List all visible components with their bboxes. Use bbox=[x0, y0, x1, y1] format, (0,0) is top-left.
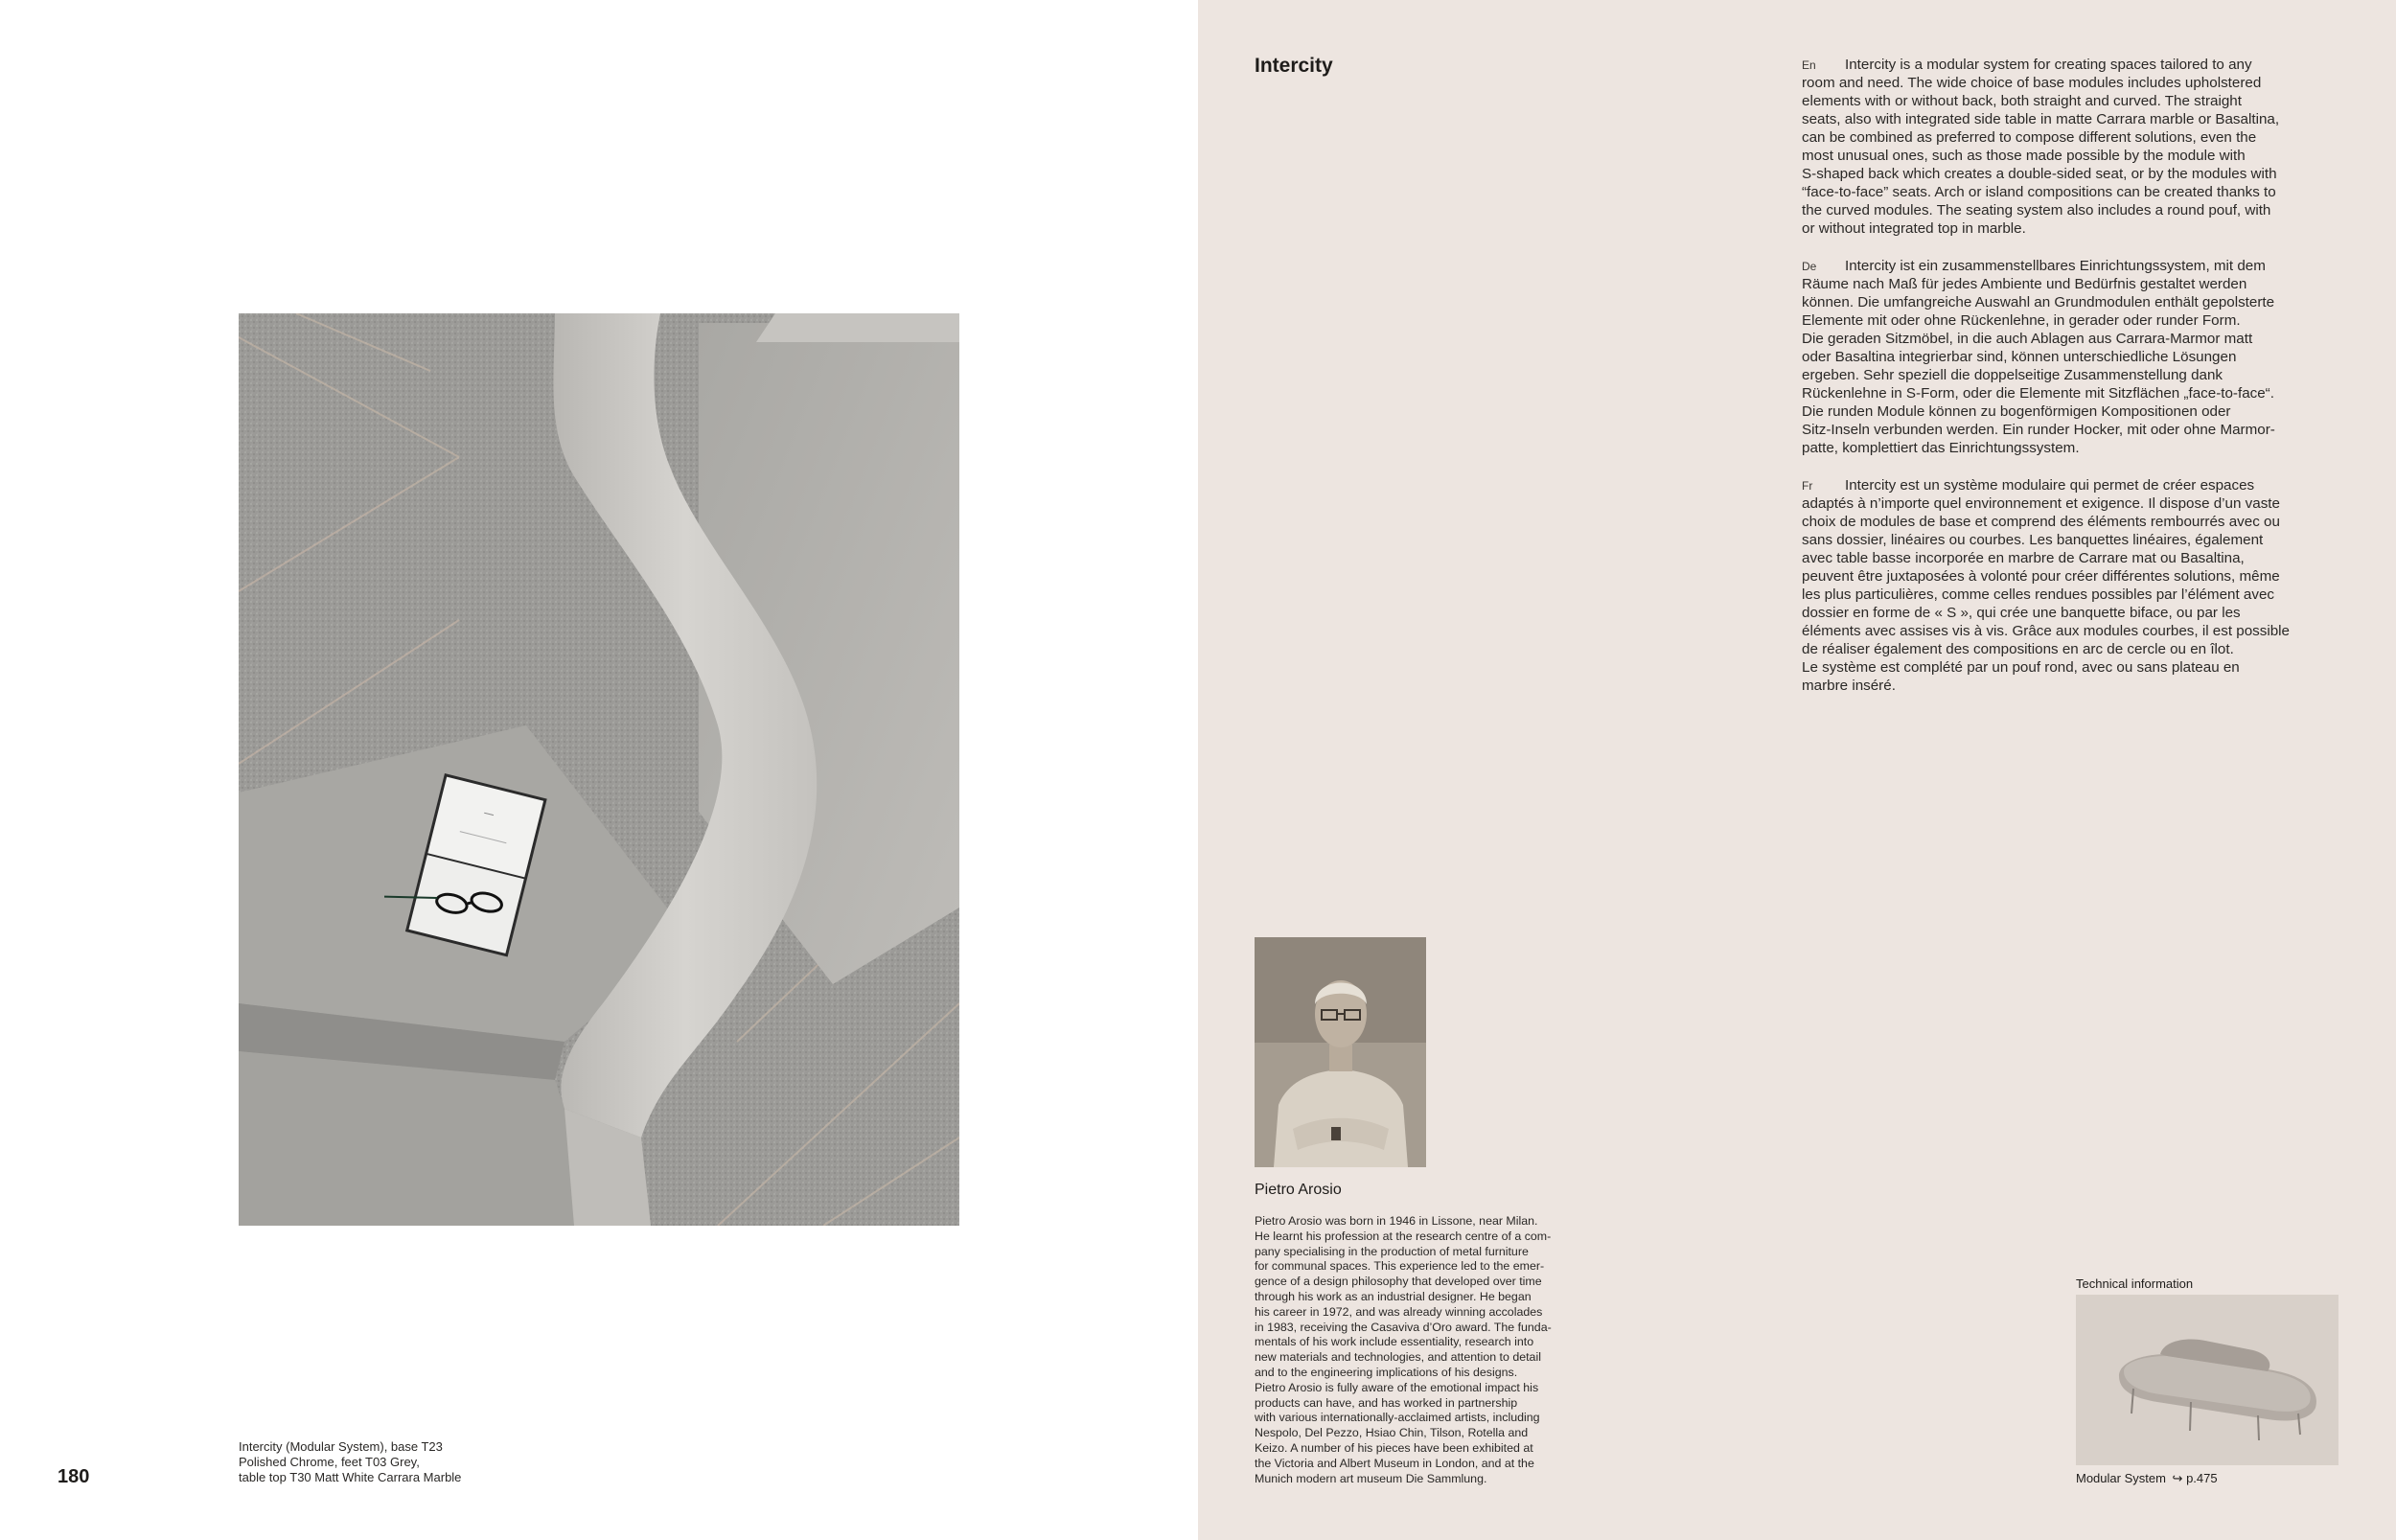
bio-line: for communal spaces. This experience led to the emer- bbox=[1255, 1259, 1545, 1274]
bio-line: Pietro Arosio was born in 1946 in Lissone, near Milan. bbox=[1255, 1214, 1538, 1228]
text-line: most unusual ones, such as those made possible by the module with bbox=[1802, 148, 2246, 164]
page-title: Intercity bbox=[1255, 55, 1333, 77]
text-line: Elemente mit oder ohne Rückenlehne, in gerader oder runder Form. bbox=[1802, 312, 2241, 329]
text-line: sans dossier, linéaires ou courbes. Les banquettes linéaires, également bbox=[1802, 532, 2264, 548]
text-line: éléments avec assises vis à vis. Grâce aux modules courbes, il est possible bbox=[1802, 623, 2291, 639]
text-line: Die geraden Sitzmöbel, in die auch Ablagen aus Carrara-Marmor matt bbox=[1802, 331, 2253, 347]
text-line: ergeben. Sehr speziell die doppelseitige Zusammenstellung dank bbox=[1802, 367, 2223, 383]
text-line: les plus particulières, comme celles rendues possibles par l’élément avec bbox=[1802, 586, 2274, 603]
text-line: “face-to-face” seats. Arch or island compositions can be created thanks to bbox=[1802, 184, 2276, 200]
text-line: elements with or without back, both straight and curved. The straight bbox=[1802, 93, 2242, 109]
description-en bbox=[1802, 56, 2348, 238]
text-line: peuvent être juxtaposées à volonté pour créer différentes solutions, même bbox=[1802, 568, 2280, 585]
text-line: or without integrated top in marble. bbox=[1802, 220, 2026, 237]
text-line: Räume nach Maß für jedes Ambiente und Bedürfnis gestaltet werden bbox=[1802, 276, 2247, 292]
bio-line: his career in 1972, and was already winning accolades bbox=[1255, 1304, 1543, 1319]
description-column bbox=[1802, 56, 2348, 714]
caption-line: table top T30 Matt White Carrara Marble bbox=[239, 1470, 462, 1484]
page-number: 180 bbox=[58, 1466, 90, 1487]
caption-line: Polished Chrome, feet T03 Grey, bbox=[239, 1455, 420, 1469]
text-line: Intercity ist ein zusammenstellbares Einrichtungssystem, mit dem bbox=[1845, 258, 2266, 274]
text-line: seats, also with integrated side table in matte Carrara marble or Basaltina, bbox=[1802, 111, 2280, 127]
description-de bbox=[1802, 257, 2348, 457]
bio-line: products can have, and has worked in partnership bbox=[1255, 1395, 1518, 1410]
designer-bio bbox=[1255, 1214, 1619, 1486]
text-line: adaptés à n’importe quel environnement et exigence. Il dispose d’un vaste bbox=[1802, 495, 2280, 512]
description-fr bbox=[1802, 476, 2348, 695]
text-line: Intercity est un système modulaire qui permet de créer espaces bbox=[1845, 477, 2255, 494]
arrow-icon: ↪ bbox=[2172, 1471, 2183, 1485]
bio-line: and to the engineering implications of his designs. bbox=[1255, 1365, 1518, 1379]
bio-line: gence of a design philosophy that developed over time bbox=[1255, 1275, 1542, 1289]
text-line: avec table basse incorporée en marbre de Carrare mat ou Basaltina, bbox=[1802, 550, 2245, 566]
text-line: oder Basaltina integrierbar sind, können unterschiedliche Lösungen bbox=[1802, 349, 2237, 365]
modular-system-link[interactable] bbox=[2076, 1471, 2218, 1486]
bio-line: Keizo. A number of his pieces have been exhibited at bbox=[1255, 1440, 1533, 1455]
bio-line: mentals of his work include essentiality, research into bbox=[1255, 1335, 1534, 1349]
designer-name: Pietro Arosio bbox=[1255, 1182, 1342, 1198]
bio-line: in 1983, receiving the Casaviva d’Oro award. The funda- bbox=[1255, 1320, 1552, 1334]
designer-portrait bbox=[1255, 937, 1426, 1167]
bio-line: the Victoria and Albert Museum in London, and at the bbox=[1255, 1456, 1534, 1470]
text-line: the curved modules. The seating system also includes a round pouf, with bbox=[1802, 202, 2271, 218]
text-line: room and need. The wide choice of base modules includes upholstered bbox=[1802, 75, 2262, 91]
technical-info-image[interactable] bbox=[2076, 1295, 2338, 1465]
text-line: dossier en forme de « S », qui crée une banquette biface, ou par les bbox=[1802, 605, 2241, 621]
text-line: Intercity is a modular system for creating spaces tailored to any bbox=[1845, 57, 2252, 73]
text-line: de réaliser également des compositions en arc de cercle ou en îlot. bbox=[1802, 641, 2234, 657]
text-line: can be combined as preferred to compose different solutions, even the bbox=[1802, 129, 2257, 146]
caption-line: Intercity (Modular System), base T23 bbox=[239, 1439, 443, 1454]
text-line: Die runden Module können zu bogenförmigen Kompositionen oder bbox=[1802, 403, 2231, 420]
text-line: choix de modules de base et comprend des éléments rembourrés avec ou bbox=[1802, 514, 2280, 530]
bio-line: pany specialising in the production of metal furniture bbox=[1255, 1244, 1529, 1258]
bio-line: Pietro Arosio is fully aware of the emotional impact his bbox=[1255, 1380, 1539, 1394]
bio-line: Munich modern art museum Die Sammlung. bbox=[1255, 1471, 1487, 1485]
text-line: können. Die umfangreiche Auswahl an Grundmodulen enthält gepolsterte bbox=[1802, 294, 2275, 310]
modular-link-text: Modular System bbox=[2076, 1471, 2166, 1485]
product-photo bbox=[239, 313, 959, 1226]
text-line: Rückenlehne in S-Form, oder die Elemente mit Sitzflächen „face-to-face“. bbox=[1802, 385, 2274, 402]
photo-caption bbox=[239, 1439, 641, 1485]
bio-line: He learnt his profession at the research centre of a com- bbox=[1255, 1229, 1552, 1243]
text-line: marbre inséré. bbox=[1802, 678, 1896, 694]
portrait-illustration bbox=[1255, 937, 1426, 1167]
language-code: Fr bbox=[1802, 479, 1813, 493]
text-line: patte, komplettiert das Einrichtungssystem. bbox=[1802, 440, 2080, 456]
bio-line: new materials and technologies, and attention to detail bbox=[1255, 1350, 1541, 1365]
text-line: Le système est complété par un pouf rond, avec ou sans plateau en bbox=[1802, 659, 2240, 676]
text-line: Sitz-Inseln verbunden werden. Ein runder Hocker, mit oder ohne Marmor- bbox=[1802, 422, 2275, 438]
text-line: S-shaped back which creates a double-sided seat, or by the modules with bbox=[1802, 166, 2277, 182]
technical-info-label: Technical information bbox=[2076, 1276, 2194, 1291]
product-photo-illustration bbox=[239, 313, 959, 1226]
language-code: En bbox=[1802, 58, 1816, 72]
modular-sofa-illustration bbox=[2076, 1295, 2338, 1465]
bio-line: with various internationally-acclaimed artists, including bbox=[1255, 1411, 1540, 1425]
bio-line: through his work as an industrial designer. He began bbox=[1255, 1289, 1532, 1303]
language-code: De bbox=[1802, 260, 1817, 273]
modular-link-page: p.475 bbox=[2186, 1471, 2218, 1485]
bio-line: Nespolo, Del Pezzo, Hsiao Chin, Tilson, Rotella and bbox=[1255, 1426, 1529, 1440]
